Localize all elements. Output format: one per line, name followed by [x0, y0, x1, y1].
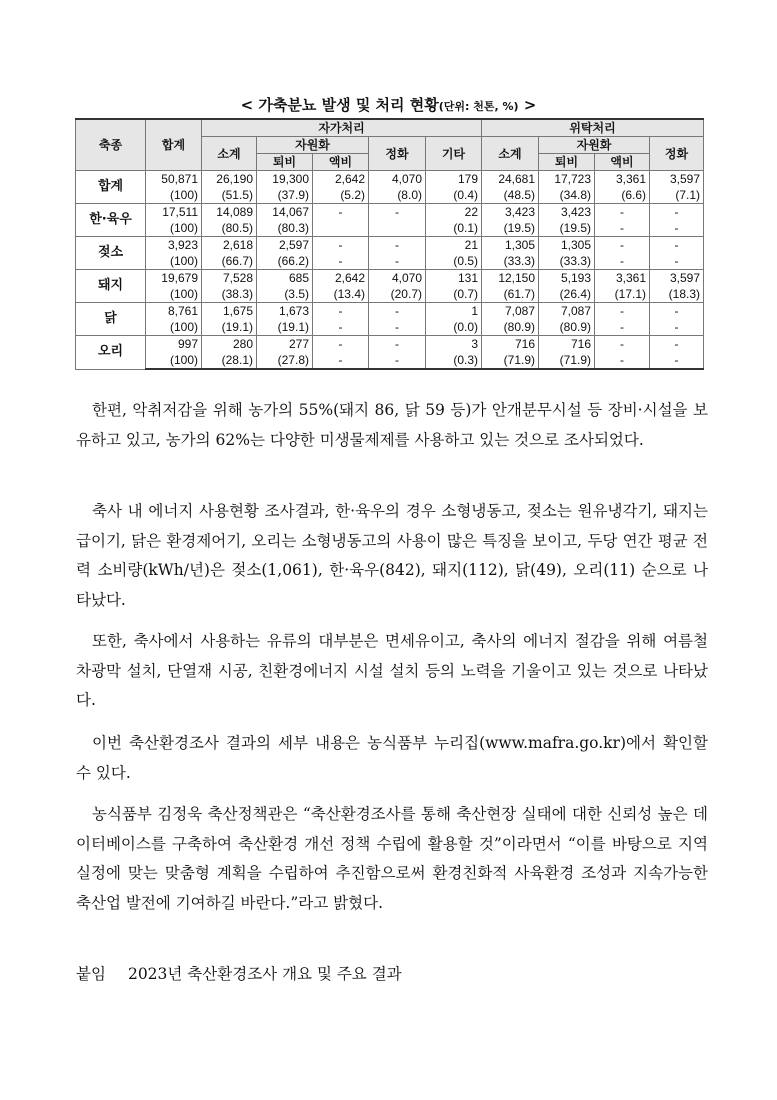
- table-row: [76, 237, 704, 254]
- header-self-other: 기타: [426, 137, 482, 171]
- percent-cell: -: [313, 352, 369, 369]
- value-cell: 4,070: [369, 270, 426, 287]
- paragraph-1: 한편, 악취저감을 위해 농가의 55%(돼지 86, 닭 59 등)가 안개분무시설 등 장비·시설을 보유하고 있고, 농가의 62%는 다양한 미생물제제를 사용하고 있는 것으로 조사되었다.: [76, 401, 708, 449]
- percent-cell: -: [650, 220, 704, 237]
- row-species-label: 돼지: [76, 270, 146, 303]
- table-title: [0, 94, 777, 115]
- header-consign-purify: 정화: [650, 137, 704, 171]
- table-body: [76, 171, 704, 370]
- value-cell: 7,528: [202, 270, 257, 287]
- percent-cell: (33.3): [482, 253, 539, 270]
- value-cell: 17,511: [146, 204, 202, 221]
- value-cell: 3,423: [482, 204, 539, 221]
- percent-cell: (38.3): [202, 286, 257, 303]
- percent-cell: (27.8): [257, 352, 313, 369]
- percent-cell: [313, 220, 369, 237]
- percent-cell: (34.8): [539, 187, 595, 204]
- header-consign-subtotal: 소계: [482, 137, 539, 171]
- percent-cell: -: [595, 220, 650, 237]
- header-consign-compost: 퇴비: [539, 154, 595, 171]
- value-cell: -: [650, 303, 704, 320]
- percent-cell: (51.5): [202, 187, 257, 204]
- value-cell: 21: [426, 237, 482, 254]
- percent-cell: (0.1): [426, 220, 482, 237]
- value-cell: -: [595, 336, 650, 353]
- value-cell: 7,087: [539, 303, 595, 320]
- value-cell: 7,087: [482, 303, 539, 320]
- value-cell: -: [595, 303, 650, 320]
- percent-cell: (0.5): [426, 253, 482, 270]
- table-row: [76, 204, 704, 221]
- header-self-compost: 퇴비: [257, 154, 313, 171]
- attachment-label: 붙임: [76, 965, 106, 983]
- value-cell: 3,361: [595, 270, 650, 287]
- row-species-label: 오리: [76, 336, 146, 370]
- percent-cell: -: [595, 319, 650, 336]
- percent-cell: (0.7): [426, 286, 482, 303]
- percent-cell: (19.1): [202, 319, 257, 336]
- table-row: [76, 336, 704, 353]
- value-cell: -: [313, 237, 369, 254]
- value-cell: 2,642: [313, 270, 369, 287]
- value-cell: 2,597: [257, 237, 313, 254]
- value-cell: 14,089: [202, 204, 257, 221]
- header-self-liquid: 액비: [313, 154, 369, 171]
- percent-cell: (0.4): [426, 187, 482, 204]
- value-cell: -: [595, 237, 650, 254]
- value-cell: 19,679: [146, 270, 202, 287]
- percent-cell: (0.3): [426, 352, 482, 369]
- percent-cell: (37.9): [257, 187, 313, 204]
- value-cell: 3,423: [539, 204, 595, 221]
- header-species: 축종: [76, 119, 146, 171]
- table-row-percent: [76, 319, 704, 336]
- header-self-purify: 정화: [369, 137, 426, 171]
- table-title-end: >: [518, 96, 537, 114]
- percent-cell: -: [369, 319, 426, 336]
- header-self-recycle: 자원화: [257, 137, 369, 154]
- value-cell: 3,923: [146, 237, 202, 254]
- percent-cell: -: [650, 352, 704, 369]
- value-cell: 3,597: [650, 270, 704, 287]
- header-self: 자가처리: [202, 119, 482, 137]
- value-cell: 716: [482, 336, 539, 353]
- percent-cell: [369, 220, 426, 237]
- value-cell: -: [313, 336, 369, 353]
- percent-cell: -: [650, 253, 704, 270]
- header-self-subtotal: 소계: [202, 137, 257, 171]
- value-cell: 685: [257, 270, 313, 287]
- table-row: [76, 270, 704, 287]
- header-total: 합계: [146, 119, 202, 171]
- percent-cell: (6.6): [595, 187, 650, 204]
- row-species-label: 한·육우: [76, 204, 146, 237]
- value-cell: 280: [202, 336, 257, 353]
- value-cell: 997: [146, 336, 202, 353]
- percent-cell: -: [369, 253, 426, 270]
- percent-cell: (66.2): [257, 253, 313, 270]
- percent-cell: (3.5): [257, 286, 313, 303]
- paragraph-5: 농식품부 김정욱 축산정책관은 “축산환경조사를 통해 축산현장 실태에 대한 신뢰성 높은 데이터베이스를 구축하여 축산환경 개선 정책 수립에 활용할 것”이라면서 “이를 바탕으로 지역 실정에 맞는 맞춤형 계획을 수립하여 추진함으로써 환경친화적 사육환경 조성과 지속가능한 축산업 발전에 기여하길 바란다.”라고 밝혔다.: [76, 805, 708, 912]
- percent-cell: (0.0): [426, 319, 482, 336]
- table-row-percent: [76, 352, 704, 369]
- value-cell: 8,761: [146, 303, 202, 320]
- percent-cell: (80.3): [257, 220, 313, 237]
- percent-cell: -: [595, 352, 650, 369]
- percent-cell: (100): [146, 319, 202, 336]
- attachment-text: 2023년 축산환경조사 개요 및 주요 결과: [127, 965, 402, 983]
- percent-cell: (80.5): [202, 220, 257, 237]
- percent-cell: (66.7): [202, 253, 257, 270]
- value-cell: -: [650, 336, 704, 353]
- value-cell: 24,681: [482, 171, 539, 188]
- percent-cell: (18.3): [650, 286, 704, 303]
- table-row-percent: [76, 187, 704, 204]
- table-row-percent: [76, 253, 704, 270]
- value-cell: 1,675: [202, 303, 257, 320]
- attachment-line: [76, 962, 402, 984]
- value-cell: 3: [426, 336, 482, 353]
- percent-cell: (17.1): [595, 286, 650, 303]
- row-species-label: 젖소: [76, 237, 146, 270]
- value-cell: 277: [257, 336, 313, 353]
- value-cell: 22: [426, 204, 482, 221]
- percent-cell: (19.5): [539, 220, 595, 237]
- header-consign: 위탁처리: [482, 119, 704, 137]
- value-cell: 26,190: [202, 171, 257, 188]
- value-cell: 14,067: [257, 204, 313, 221]
- percent-cell: (28.1): [202, 352, 257, 369]
- percent-cell: (100): [146, 286, 202, 303]
- value-cell: 5,193: [539, 270, 595, 287]
- value-cell: -: [650, 237, 704, 254]
- value-cell: 17,723: [539, 171, 595, 188]
- value-cell: -: [313, 303, 369, 320]
- percent-cell: -: [650, 319, 704, 336]
- value-cell: 1: [426, 303, 482, 320]
- percent-cell: (100): [146, 253, 202, 270]
- percent-cell: (13.4): [313, 286, 369, 303]
- value-cell: 3,597: [650, 171, 704, 188]
- header-consign-liquid: 액비: [595, 154, 650, 171]
- percent-cell: (80.9): [539, 319, 595, 336]
- paragraph-2: 축사 내 에너지 사용현황 조사결과, 한·육우의 경우 소형냉동고, 젖소는 원유냉각기, 돼지는 급이기, 닭은 환경제어기, 오리는 소형냉동고의 사용이 많은 특징을 보이고, 두당 연간 평균 전력 소비량(kWh/년)은 젖소(1,061), 한·육우(842), 돼지(112), 닭(49), 오리(11) 순으로 나타났다.: [76, 502, 708, 609]
- value-cell: 1,673: [257, 303, 313, 320]
- value-cell: 50,871: [146, 171, 202, 188]
- value-cell: 1,305: [539, 237, 595, 254]
- percent-cell: (19.1): [257, 319, 313, 336]
- row-species-label: 합계: [76, 171, 146, 204]
- paragraph-3: 또한, 축사에서 사용하는 유류의 대부분은 면세유이고, 축사의 에너지 절감을 위해 여름철 차광막 설치, 단열재 시공, 친환경에너지 시설 설치 등의 노력을 기울이고 있는 것으로 나타났다.: [76, 632, 708, 709]
- percent-cell: (48.5): [482, 187, 539, 204]
- percent-cell: (8.0): [369, 187, 426, 204]
- percent-cell: (71.9): [539, 352, 595, 369]
- percent-cell: (100): [146, 187, 202, 204]
- table-title-text: < 가축분뇨 발생 및 처리 현황: [240, 96, 439, 114]
- percent-cell: (80.9): [482, 319, 539, 336]
- value-cell: -: [369, 237, 426, 254]
- table-unit: (단위: 천톤, %): [438, 100, 519, 113]
- table-row: [76, 303, 704, 320]
- value-cell: 131: [426, 270, 482, 287]
- table-row-percent: [76, 220, 704, 237]
- value-cell: 19,300: [257, 171, 313, 188]
- percent-cell: (5.2): [313, 187, 369, 204]
- value-cell: 716: [539, 336, 595, 353]
- percent-cell: (20.7): [369, 286, 426, 303]
- percent-cell: (26.4): [539, 286, 595, 303]
- value-cell: -: [313, 204, 369, 221]
- value-cell: 4,070: [369, 171, 426, 188]
- paragraph-4: 이번 축산환경조사 결과의 세부 내용은 농식품부 누리집(www.mafra.go.kr)에서 확인할 수 있다.: [76, 734, 708, 782]
- row-species-label: 닭: [76, 303, 146, 336]
- percent-cell: (71.9): [482, 352, 539, 369]
- percent-cell: (19.5): [482, 220, 539, 237]
- percent-cell: (61.7): [482, 286, 539, 303]
- value-cell: -: [650, 204, 704, 221]
- percent-cell: (100): [146, 352, 202, 369]
- manure-table: [75, 118, 704, 370]
- percent-cell: -: [313, 253, 369, 270]
- value-cell: -: [369, 303, 426, 320]
- percent-cell: (7.1): [650, 187, 704, 204]
- value-cell: 12,150: [482, 270, 539, 287]
- percent-cell: -: [595, 253, 650, 270]
- value-cell: -: [369, 336, 426, 353]
- percent-cell: (100): [146, 220, 202, 237]
- header-consign-recycle: 자원화: [539, 137, 650, 154]
- value-cell: 179: [426, 171, 482, 188]
- value-cell: 2,642: [313, 171, 369, 188]
- percent-cell: -: [369, 352, 426, 369]
- percent-cell: (33.3): [539, 253, 595, 270]
- value-cell: 2,618: [202, 237, 257, 254]
- table-row-percent: [76, 286, 704, 303]
- table-row: [76, 171, 704, 188]
- value-cell: 1,305: [482, 237, 539, 254]
- percent-cell: -: [313, 319, 369, 336]
- value-cell: -: [369, 204, 426, 221]
- value-cell: -: [595, 204, 650, 221]
- value-cell: 3,361: [595, 171, 650, 188]
